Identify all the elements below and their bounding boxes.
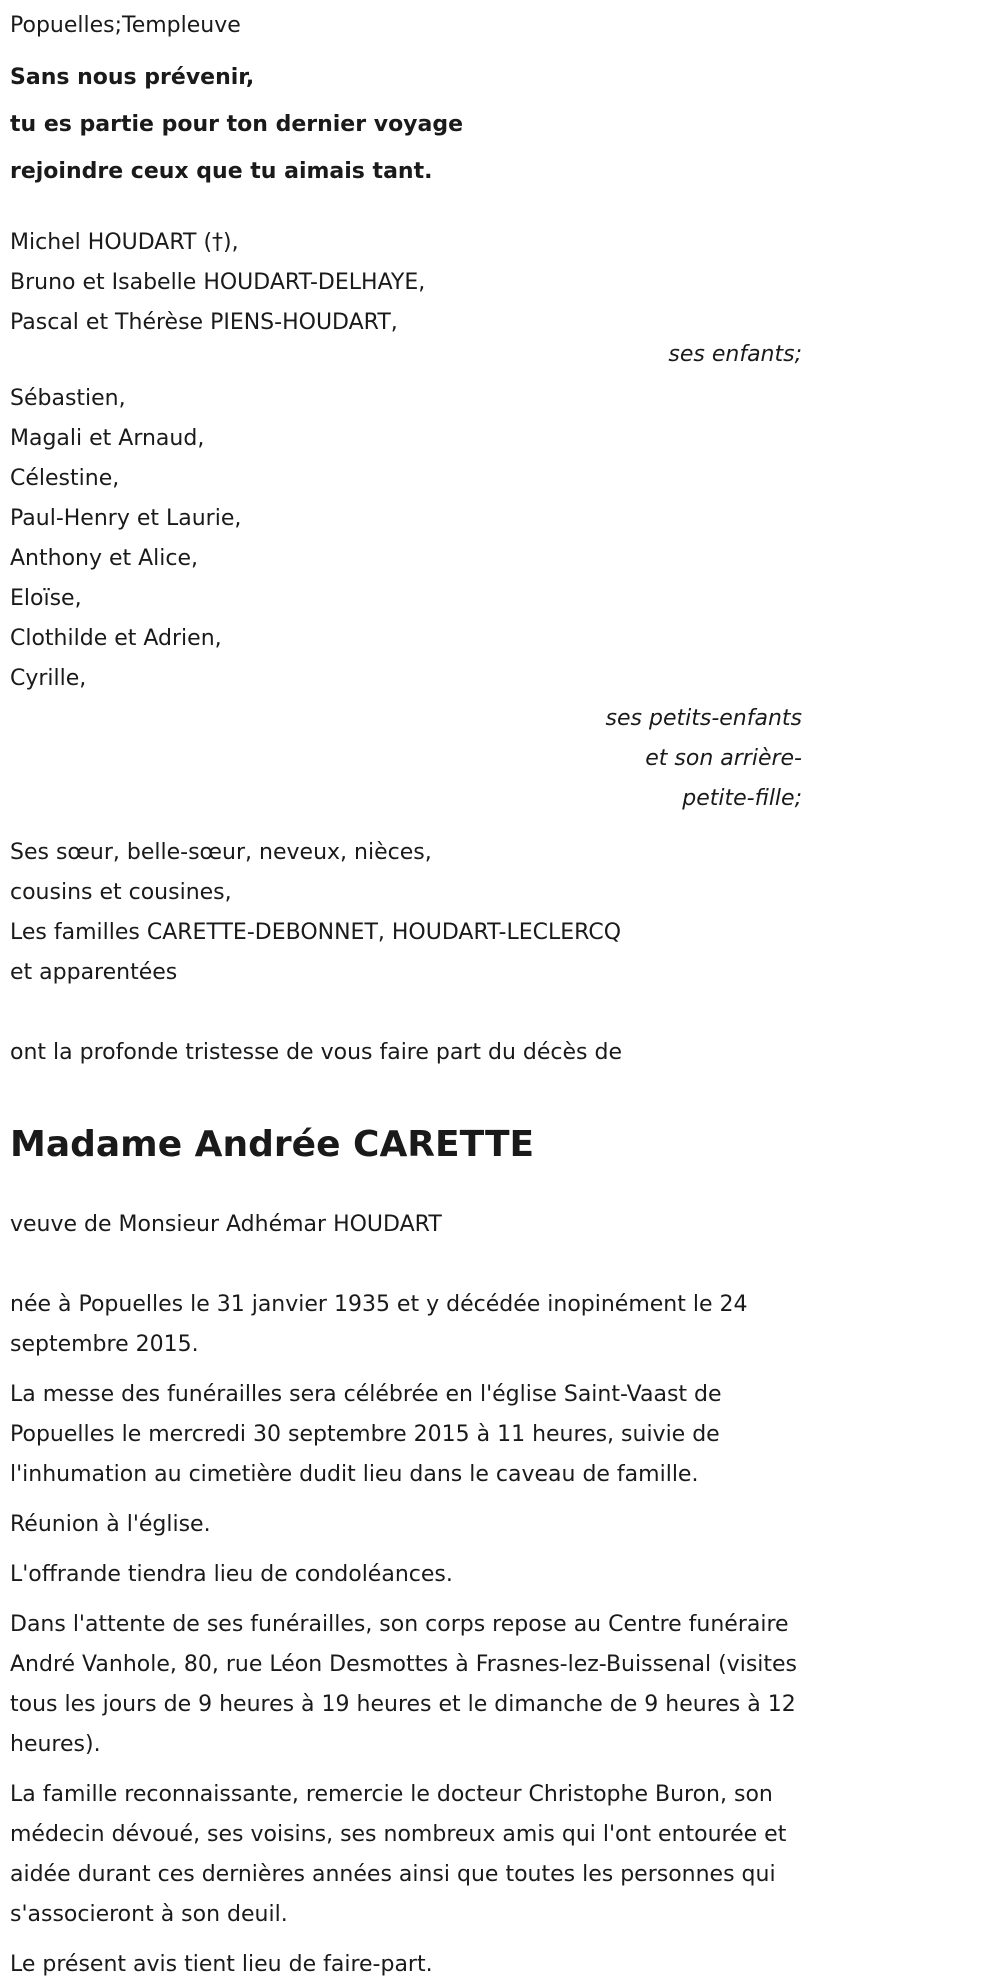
detail-paragraph: Le présent avis tient lieu de faire-part. (10, 1952, 433, 1977)
location-header: Popuelles;Templeuve (10, 13, 241, 38)
grandchild-name: Clothilde et Adrien, (10, 626, 222, 651)
relatives-block (10, 833, 802, 993)
deceased-name: Madame Andrée CARETTE (10, 1124, 535, 1165)
announcement-text: ont la profonde tristesse de vous faire part du décès de (10, 1040, 622, 1065)
poem-line: rejoindre ceux que tu aimais tant. (10, 159, 433, 184)
detail-paragraph: Réunion à l'église. (10, 1512, 211, 1537)
child-name: Pascal et Thérèse PIENS-HOUDART, (10, 310, 398, 335)
grandchild-name: Paul-Henry et Laurie, (10, 506, 242, 531)
relatives-line: et apparentées (10, 960, 178, 985)
child-name: Bruno et Isabelle HOUDART-DELHAYE, (10, 270, 426, 295)
grandchild-name: Sébastien, (10, 386, 126, 411)
poem (10, 54, 802, 195)
grandchildren-role: et son arrière- (645, 746, 802, 771)
grandchildren-role: ses petits-enfants (605, 706, 802, 731)
grandchild-name: Anthony et Alice, (10, 546, 199, 571)
relatives-line: Ses sœur, belle-sœur, neveux, nièces, (10, 840, 432, 865)
detail-paragraph: La famille reconnaissante, remercie le docteur Christophe Buron, son médecin dévoué, ses voisins, ses nombreux amis qui l'ont entourée et aidée durant ces dernières années ainsi que toutes les personnes qui s'associeront à son deuil. (10, 1782, 787, 1927)
child-name: Michel HOUDART (†), (10, 230, 239, 255)
grandchild-name: Cyrille, (10, 666, 87, 691)
children-block (10, 223, 802, 375)
poem-line: Sans nous prévenir, (10, 65, 255, 90)
grandchild-name: Magali et Arnaud, (10, 426, 205, 451)
relatives-line: Les familles CARETTE-DEBONNET, HOUDART-LECLERCQ (10, 920, 622, 945)
obituary-notice (0, 6, 802, 1985)
grandchildren-block (10, 379, 802, 819)
detail-paragraph: Dans l'attente de ses funérailles, son corps repose au Centre funéraire André Vanhole, 80, rue Léon Desmottes à Frasnes-lez-Buissenal (visites tous les jours de 9 heures à 19 heures et le dimanche de 9 heures à 12 heures). (10, 1612, 798, 1757)
grandchild-name: Célestine, (10, 466, 120, 491)
grandchild-name: Eloïse, (10, 586, 82, 611)
detail-paragraph: née à Popuelles le 31 janvier 1935 et y décédée inopinément le 24 septembre 2015. (10, 1292, 748, 1357)
widow-of: veuve de Monsieur Adhémar HOUDART (10, 1212, 442, 1237)
children-role: ses enfants; (668, 342, 802, 367)
poem-line: tu es partie pour ton dernier voyage (10, 112, 464, 137)
details-block (10, 1285, 802, 1985)
relatives-line: cousins et cousines, (10, 880, 232, 905)
detail-paragraph: L'offrande tiendra lieu de condoléances. (10, 1562, 453, 1587)
grandchildren-role: petite-fille; (682, 786, 802, 811)
detail-paragraph: La messe des funérailles sera célébrée en l'église Saint-Vaast de Popuelles le mercredi 30 septembre 2015 à 11 heures, suivie de l'inhumation au cimetière dudit lieu dans le caveau de famille. (10, 1382, 722, 1487)
